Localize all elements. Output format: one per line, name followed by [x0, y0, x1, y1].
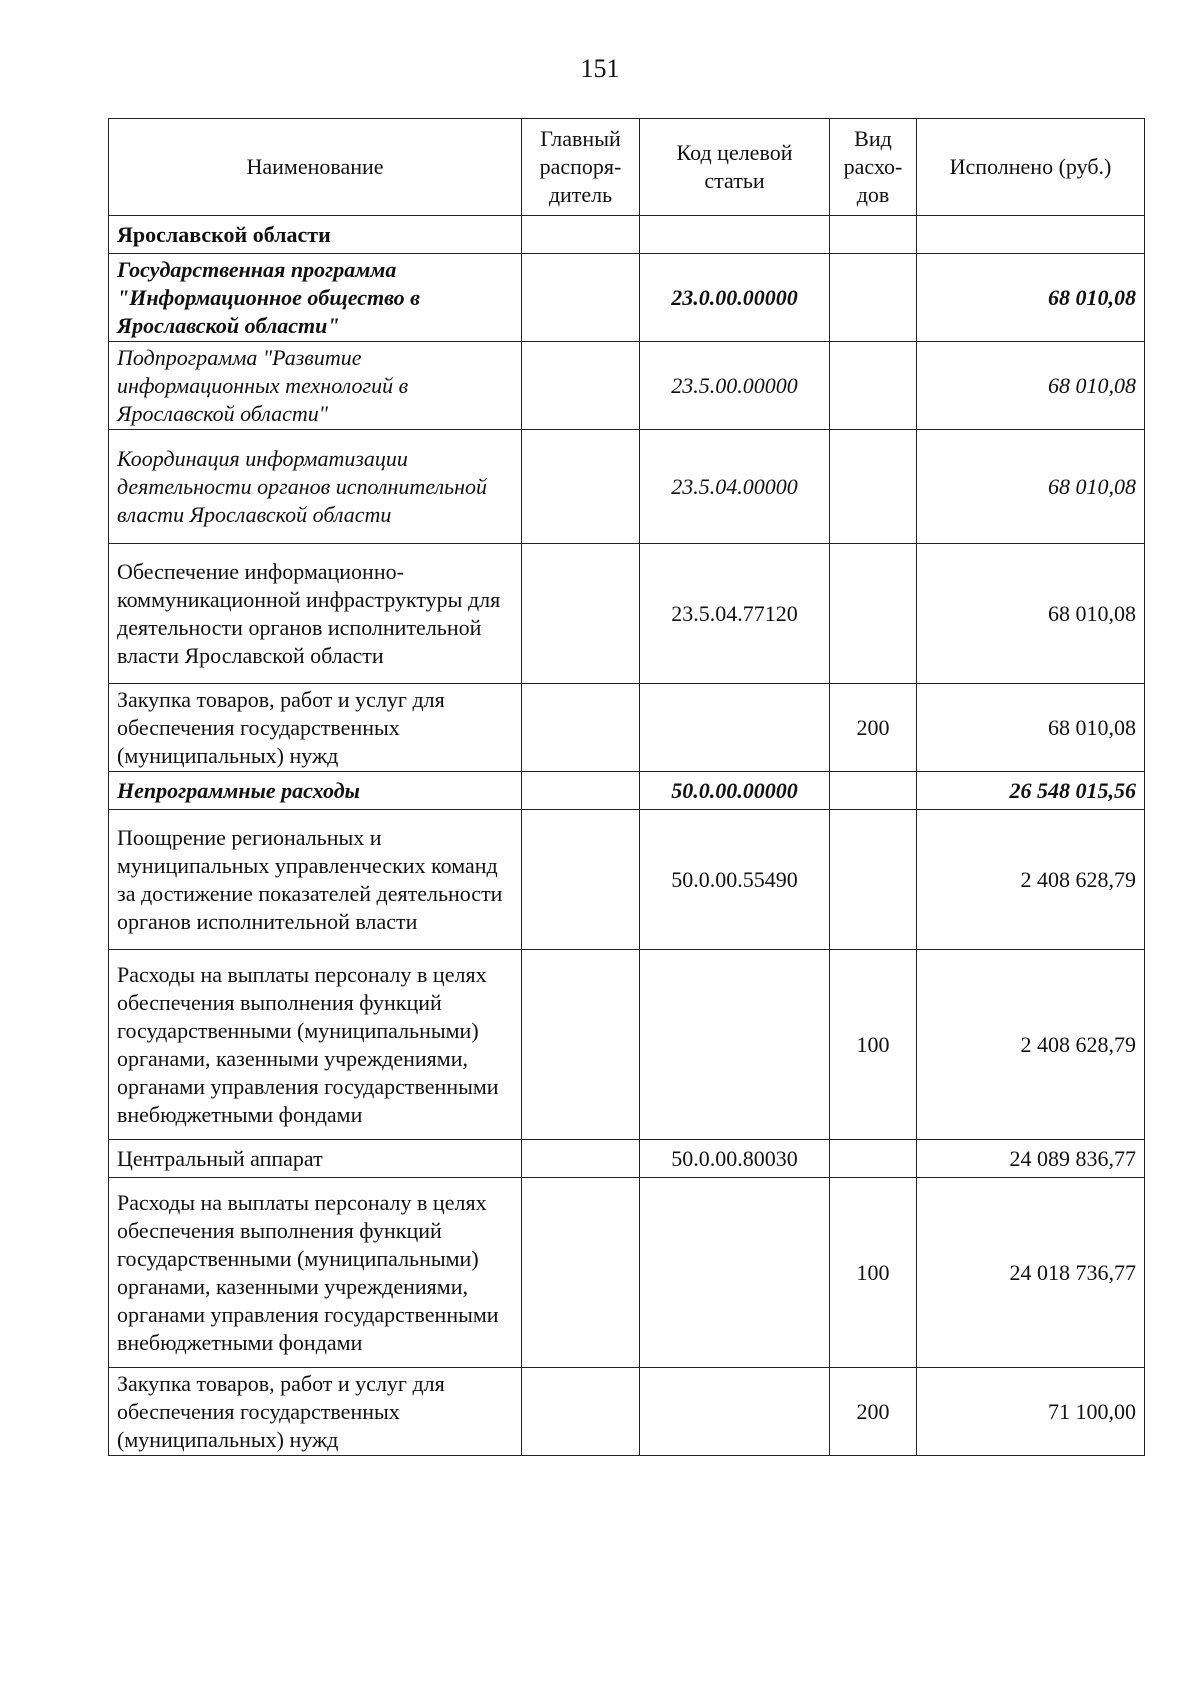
header-name: Наименование: [109, 119, 522, 216]
table-row: [109, 772, 1145, 810]
table-body: [109, 216, 1145, 1456]
row-expense-type-cell: 200: [830, 684, 917, 772]
row-name-cell: Расходы на выплаты персоналу в целях обеспечения выполнения функций государственными (муниципальными) органами, казенными учреждениями, органами управления государственными внебюджетными фондами: [109, 1178, 522, 1368]
table-row: [109, 1178, 1145, 1368]
row-code-cell: [640, 1178, 830, 1368]
row-manager-cell: [522, 216, 640, 254]
row-name-cell: Координация информатизации деятельности органов исполнительной власти Ярославской области: [109, 430, 522, 544]
row-manager-cell: [522, 1140, 640, 1178]
row-expense-type-cell: 200: [830, 1368, 917, 1456]
row-amount-cell: 24 018 736,77: [917, 1178, 1145, 1368]
table-row: [109, 1368, 1145, 1456]
row-manager-cell: [522, 950, 640, 1140]
table-row: [109, 544, 1145, 684]
row-manager-cell: [522, 684, 640, 772]
row-code-cell: [640, 950, 830, 1140]
row-code-cell: [640, 216, 830, 254]
row-expense-type-cell: [830, 772, 917, 810]
row-code-cell: 23.5.00.00000: [640, 342, 830, 430]
header-expense-type: Вид расхо-дов: [830, 119, 917, 216]
row-expense-type-cell: 100: [830, 950, 917, 1140]
row-expense-type-cell: [830, 810, 917, 950]
row-amount-cell: 68 010,08: [917, 254, 1145, 342]
row-amount-cell: 71 100,00: [917, 1368, 1145, 1456]
row-code-cell: [640, 1368, 830, 1456]
table-row: [109, 342, 1145, 430]
row-expense-type-cell: 100: [830, 1178, 917, 1368]
row-name-cell: Закупка товаров, работ и услуг для обеспечения государственных (муниципальных) нужд: [109, 684, 522, 772]
row-expense-type-cell: [830, 430, 917, 544]
table-row: [109, 810, 1145, 950]
row-name-cell: Ярославской области: [109, 216, 522, 254]
row-code-cell: 23.0.00.00000: [640, 254, 830, 342]
row-manager-cell: [522, 430, 640, 544]
row-expense-type-cell: [830, 544, 917, 684]
table-row: [109, 216, 1145, 254]
header-executed: Исполнено (руб.): [917, 119, 1145, 216]
table-row: [109, 1140, 1145, 1178]
row-manager-cell: [522, 810, 640, 950]
row-amount-cell: 68 010,08: [917, 544, 1145, 684]
row-amount-cell: 68 010,08: [917, 430, 1145, 544]
page-number: 151: [580, 54, 620, 83]
row-name-cell: Подпрограмма "Развитие информационных технологий в Ярославской области": [109, 342, 522, 430]
row-name-cell: Поощрение региональных и муниципальных управленческих команд за достижение показателей деятельности органов исполнительной власти: [109, 810, 522, 950]
row-name-cell: Государственная программа "Информационное общество в Ярославской области": [109, 254, 522, 342]
table-row: [109, 254, 1145, 342]
header-main-manager: Главный распоря-дитель: [522, 119, 640, 216]
budget-execution-table: [108, 118, 1145, 1456]
row-manager-cell: [522, 1178, 640, 1368]
row-name-cell: Расходы на выплаты персоналу в целях обеспечения выполнения функций государственными (муниципальными) органами, казенными учреждениями, органами управления государственными внебюджетными фондами: [109, 950, 522, 1140]
row-manager-cell: [522, 772, 640, 810]
row-code-cell: 50.0.00.55490: [640, 810, 830, 950]
row-code-cell: 23.5.04.00000: [640, 430, 830, 544]
row-code-cell: 50.0.00.00000: [640, 772, 830, 810]
row-amount-cell: 2 408 628,79: [917, 810, 1145, 950]
row-amount-cell: 68 010,08: [917, 684, 1145, 772]
row-code-cell: 50.0.00.80030: [640, 1140, 830, 1178]
row-expense-type-cell: [830, 254, 917, 342]
row-code-cell: 23.5.04.77120: [640, 544, 830, 684]
row-name-cell: Непрограммные расходы: [109, 772, 522, 810]
table-row: [109, 950, 1145, 1140]
row-name-cell: Центральный аппарат: [109, 1140, 522, 1178]
row-name-cell: Обеспечение информационно-коммуникационной инфраструктуры для деятельности органов исполнительной власти Ярославской области: [109, 544, 522, 684]
row-expense-type-cell: [830, 1140, 917, 1178]
table-row: [109, 684, 1145, 772]
row-expense-type-cell: [830, 216, 917, 254]
table-row: [109, 430, 1145, 544]
row-name-cell: Закупка товаров, работ и услуг для обеспечения государственных (муниципальных) нужд: [109, 1368, 522, 1456]
row-amount-cell: 26 548 015,56: [917, 772, 1145, 810]
row-code-cell: [640, 684, 830, 772]
row-amount-cell: 2 408 628,79: [917, 950, 1145, 1140]
row-amount-cell: 24 089 836,77: [917, 1140, 1145, 1178]
row-manager-cell: [522, 1368, 640, 1456]
row-amount-cell: [917, 216, 1145, 254]
row-expense-type-cell: [830, 342, 917, 430]
row-manager-cell: [522, 254, 640, 342]
header-target-code: Код целевой статьи: [640, 119, 830, 216]
row-manager-cell: [522, 544, 640, 684]
row-manager-cell: [522, 342, 640, 430]
row-amount-cell: 68 010,08: [917, 342, 1145, 430]
table-header-row: [109, 119, 1145, 216]
